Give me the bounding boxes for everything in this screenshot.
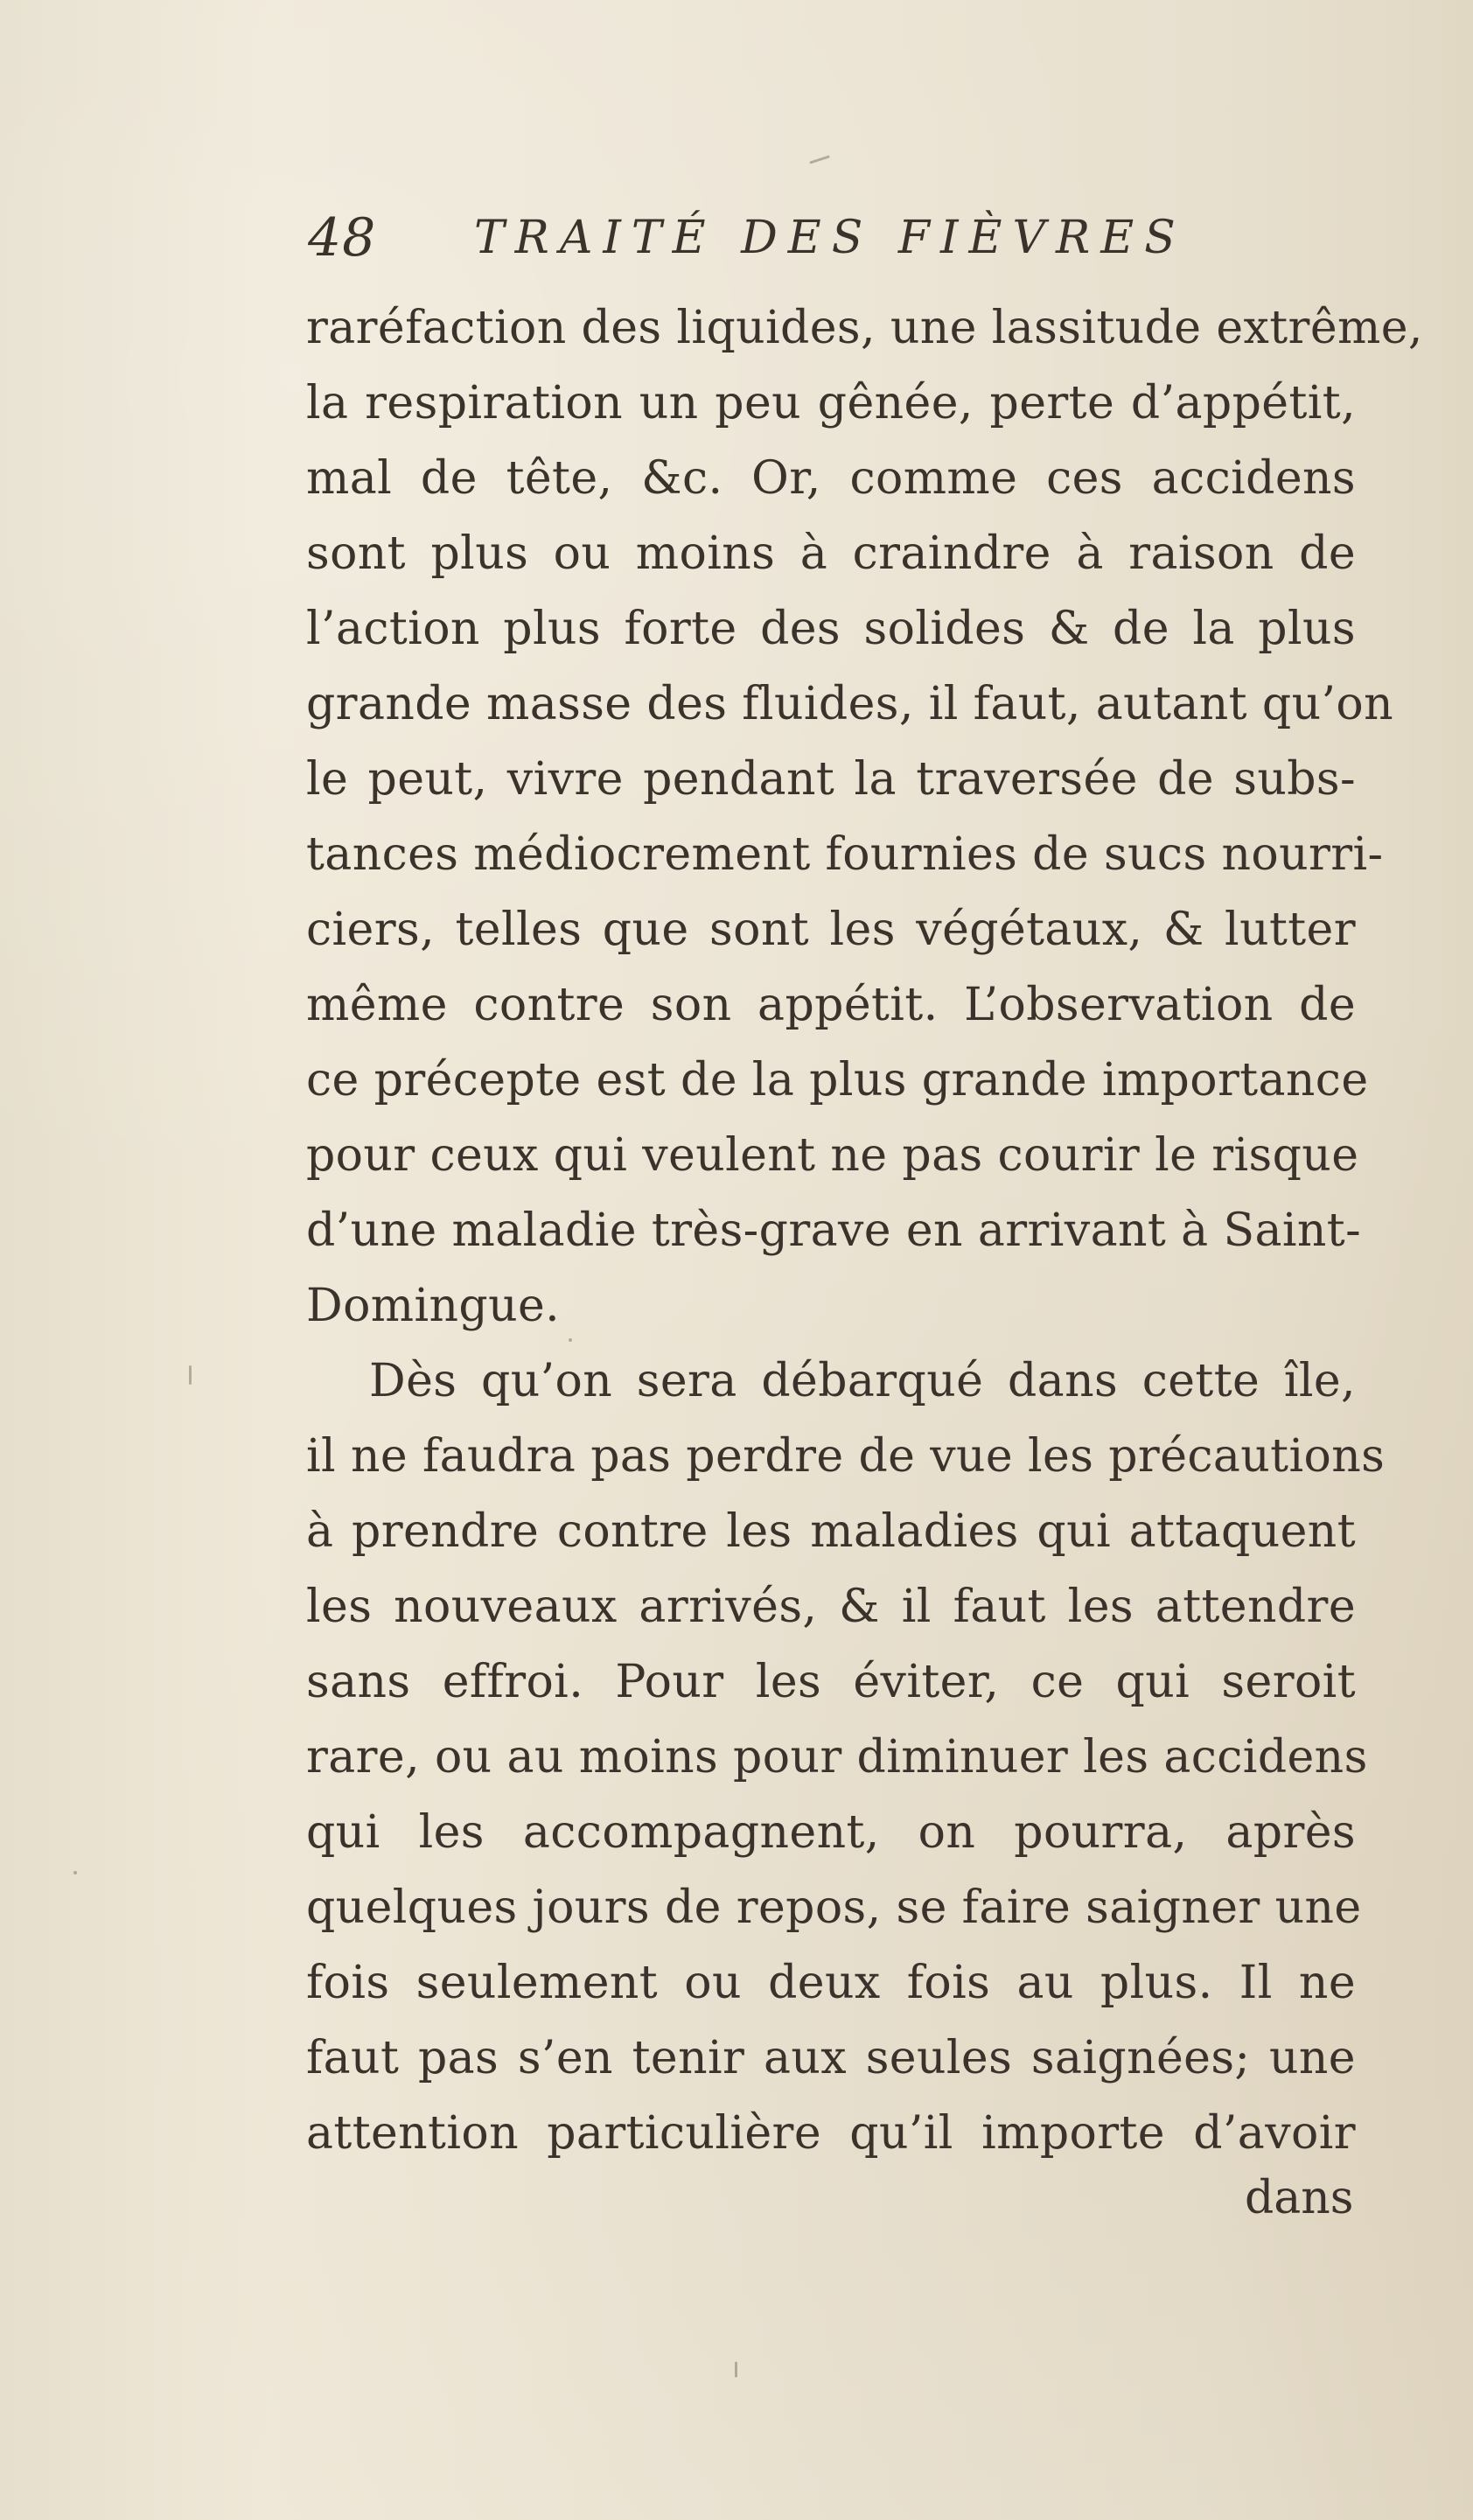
- text-line: sont plus ou moins à craindre à raison de: [306, 527, 1356, 580]
- paper-mark: [809, 155, 830, 164]
- paper-speck: [73, 1871, 77, 1874]
- text-line: attention particulière qu’il importe d’avoir: [306, 2107, 1356, 2160]
- catchword: dans: [1245, 2172, 1354, 2224]
- text-line: il ne faudra pas perdre de vue les précautions: [306, 1430, 1386, 1483]
- text-line: mal de tête, &c. Or, comme ces accidens: [306, 452, 1356, 505]
- text-line: qui les accompagnent, on pourra, après: [306, 1806, 1356, 1859]
- text-line: faut pas s’en tenir aux seules saignées; une: [306, 2032, 1356, 2084]
- text-line: le peut, vivre pendant la traversée de subs-: [306, 753, 1356, 806]
- text-line: ce précepte est de la plus grande importance: [306, 1054, 1369, 1106]
- text-line: pour ceux qui veulent ne pas courir le risque: [306, 1129, 1359, 1182]
- text-line: à prendre contre les maladies qui attaquent: [306, 1505, 1356, 1558]
- paragraph-start-line: Dès qu’on sera débarqué dans cette île,: [369, 1355, 1356, 1407]
- text-line: fois seulement ou deux fois au plus. Il ne: [306, 1957, 1356, 2009]
- text-line: rare, ou au moins pour diminuer les accidens: [306, 1731, 1368, 1784]
- text-line: grande masse des fluides, il faut, autant qu’on: [306, 678, 1393, 730]
- running-title: TRAITÉ DES FIÈVRES: [474, 212, 1186, 264]
- text-line: même contre son appétit. L’observation de: [306, 979, 1356, 1031]
- text-line: quelques jours de repos, se faire saigner une: [306, 1881, 1362, 1934]
- body-text: [306, 290, 1423, 2171]
- page-number: 48: [308, 207, 377, 269]
- text-line: d’une maladie très-grave en arrivant à Saint-: [306, 1204, 1362, 1257]
- text-line: tances médiocrement fournies de sucs nourri-: [306, 828, 1384, 881]
- paper-mark: [189, 1365, 192, 1385]
- text-line: la respiration un peu gênée, perte d’appétit,: [306, 377, 1356, 429]
- paper-mark: [735, 2362, 737, 2377]
- running-header: [308, 197, 1288, 280]
- text-line: sans effroi. Pour les éviter, ce qui seroit: [306, 1656, 1356, 1708]
- text-line: les nouveaux arrivés, & il faut les attendre: [306, 1581, 1356, 1633]
- text-line: ciers, telles que sont les végétaux, & lutter: [306, 904, 1356, 956]
- text-line: l’action plus forte des solides & de la plus: [306, 603, 1356, 655]
- text-line: raréfaction des liquides, une lassitude extrême,: [306, 302, 1423, 354]
- text-line: Domingue.: [306, 1280, 561, 1332]
